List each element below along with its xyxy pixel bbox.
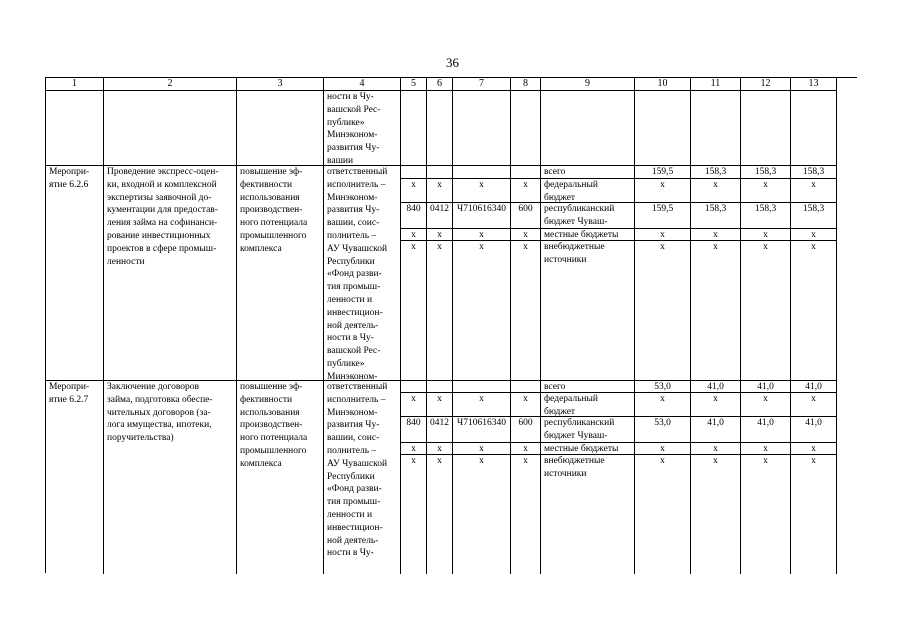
expense-type-code (511, 381, 541, 393)
target-article-code (453, 381, 511, 393)
amount-cell: 41,0 (741, 381, 791, 393)
funding-source: всего (541, 381, 635, 393)
section-code: x (427, 393, 453, 417)
funding-source: федеральный бюджет (541, 393, 635, 417)
amount-cell: 159,5 (635, 166, 691, 179)
header-col-5: 5 (401, 78, 427, 91)
header-col-8: 8 (511, 78, 541, 91)
expense-type-code: 600 (511, 203, 541, 229)
expense-type-code: x (511, 393, 541, 417)
event-goal: повышение эф- фективности использования производствен- ного потенциала промышленного комплекса (237, 166, 324, 381)
target-article-code: x (453, 443, 511, 455)
amount-cell: 53,0 (635, 381, 691, 393)
target-article-code: x (453, 241, 511, 381)
grbs-code: x (401, 229, 427, 241)
amount-cell: 158,3 (741, 166, 791, 179)
expense-type-code: x (511, 229, 541, 241)
header-col-1: 1 (46, 78, 104, 91)
target-article-code (453, 166, 511, 179)
header-col-4: 4 (324, 78, 401, 91)
amount-cell: x (741, 455, 791, 574)
expense-type-code: x (511, 241, 541, 381)
funding-source: республиканский бюджет Чуваш- (541, 417, 635, 443)
amount-cell: 53,0 (635, 417, 691, 443)
section-code: x (427, 455, 453, 574)
carryover-cell (104, 91, 237, 166)
grbs-code: x (401, 179, 427, 203)
amount-cell: x (691, 241, 741, 381)
carryover-cell (791, 91, 837, 166)
carryover-cell (541, 91, 635, 166)
carryover-cell (511, 91, 541, 166)
event-name: Заключение договоров займа, подготовка обеспе- чительных договоров (за- лога имущества, ипотеки, поручительства) (104, 381, 237, 574)
grbs-code: x (401, 443, 427, 455)
expense-type-code: x (511, 455, 541, 574)
carryover-cell (635, 91, 691, 166)
event-executor: ответственный исполнитель – Минэконом- развития Чу- вашии, соис- полнитель – АУ Чувашской Республики «Фонд разви- тия промыш- ленности и инвестицион- ной деятель- ности в Чу- (324, 381, 401, 574)
carryover-cell (427, 91, 453, 166)
amount-cell: x (691, 443, 741, 455)
target-article-code: x (453, 229, 511, 241)
grbs-code (401, 166, 427, 179)
amount-cell: x (691, 179, 741, 203)
event-goal: повышение эф- фективности использования производствен- ного потенциала промышленного комплекса (237, 381, 324, 574)
grbs-code: 840 (401, 203, 427, 229)
header-col-6: 6 (427, 78, 453, 91)
amount-cell: 41,0 (741, 417, 791, 443)
header-col-2: 2 (104, 78, 237, 91)
target-article-code: x (453, 455, 511, 574)
amount-cell: x (791, 393, 837, 417)
funding-source: внебюджетные источники (541, 241, 635, 381)
amount-cell: 158,3 (791, 166, 837, 179)
header-col-12: 12 (741, 78, 791, 91)
amount-cell: x (691, 393, 741, 417)
section-code: 0412 (427, 203, 453, 229)
amount-cell: 158,3 (741, 203, 791, 229)
event-id: Меропри- ятие 6.2.7 (46, 381, 104, 574)
amount-cell: x (791, 241, 837, 381)
amount-cell: 41,0 (691, 381, 741, 393)
amount-cell: 41,0 (691, 417, 741, 443)
grbs-code: x (401, 393, 427, 417)
event-id: Меропри- ятие 6.2.6 (46, 166, 104, 381)
header-col-13: 13 (791, 78, 837, 91)
section-code: x (427, 443, 453, 455)
section-code: x (427, 179, 453, 203)
expense-type-code (511, 166, 541, 179)
program-table (45, 77, 857, 573)
event-name: Проведение экспресс-оцен- ки, входной и комплексной экспертизы заявочной до- кументации для предостав- ления займа на софинанси- рование инвестиционных проектов в сфере промыш- ленности (104, 166, 237, 381)
event-executor: ответственный исполнитель – Минэконом- развития Чу- вашии, соис- полнитель – АУ Чувашской Республики «Фонд разви- тия промыш- ленности и инвестицион- ной деятель- ности в Чу- вашской Рес- публике» Минэконом- (324, 166, 401, 381)
amount-cell: x (691, 455, 741, 574)
amount-cell: x (741, 179, 791, 203)
amount-cell: 41,0 (791, 417, 837, 443)
amount-cell: x (635, 229, 691, 241)
target-article-code: Ч710616340 (453, 417, 511, 443)
carryover-cell (237, 91, 324, 166)
section-code: 0412 (427, 417, 453, 443)
funding-source: внебюджетные источники (541, 455, 635, 574)
amount-cell: x (635, 241, 691, 381)
expense-type-code: 600 (511, 417, 541, 443)
amount-cell: x (741, 229, 791, 241)
amount-cell: x (635, 179, 691, 203)
grbs-code (401, 381, 427, 393)
amount-cell: 158,3 (691, 203, 741, 229)
grbs-code: 840 (401, 417, 427, 443)
page-number: 36 (446, 55, 459, 70)
target-article-code: x (453, 179, 511, 203)
expense-type-code: x (511, 443, 541, 455)
amount-cell: 158,3 (791, 203, 837, 229)
carryover-cell (691, 91, 741, 166)
funding-source: местные бюджеты (541, 229, 635, 241)
amount-cell: 158,3 (691, 166, 741, 179)
amount-cell: x (741, 393, 791, 417)
header-col-11: 11 (691, 78, 741, 91)
header-col-3: 3 (237, 78, 324, 91)
section-code: x (427, 241, 453, 381)
target-article-code: x (453, 393, 511, 417)
funding-source: всего (541, 166, 635, 179)
section-code: x (427, 229, 453, 241)
amount-cell: x (635, 455, 691, 574)
target-article-code: Ч710616340 (453, 203, 511, 229)
amount-cell: x (791, 179, 837, 203)
header-col-10: 10 (635, 78, 691, 91)
header-col-9: 9 (541, 78, 635, 91)
amount-cell: x (741, 443, 791, 455)
amount-cell: x (791, 455, 837, 574)
section-code (427, 166, 453, 179)
grbs-code: x (401, 241, 427, 381)
amount-cell: 159,5 (635, 203, 691, 229)
amount-cell: x (691, 229, 741, 241)
funding-source: федеральный бюджет (541, 179, 635, 203)
funding-source: республиканский бюджет Чуваш- (541, 203, 635, 229)
funding-source: местные бюджеты (541, 443, 635, 455)
amount-cell: x (635, 393, 691, 417)
amount-cell: x (635, 443, 691, 455)
section-code (427, 381, 453, 393)
amount-cell: 41,0 (791, 381, 837, 393)
carryover-executor: ности в Чу- вашской Рес- публике» Минэконом- развития Чу- вашии (324, 91, 401, 166)
header-col-7: 7 (453, 78, 511, 91)
carryover-cell (741, 91, 791, 166)
amount-cell: x (741, 241, 791, 381)
carryover-cell (46, 91, 104, 166)
amount-cell: x (791, 443, 837, 455)
grbs-code: x (401, 455, 427, 574)
carryover-cell (453, 91, 511, 166)
amount-cell: x (791, 229, 837, 241)
carryover-cell (401, 91, 427, 166)
expense-type-code: x (511, 179, 541, 203)
